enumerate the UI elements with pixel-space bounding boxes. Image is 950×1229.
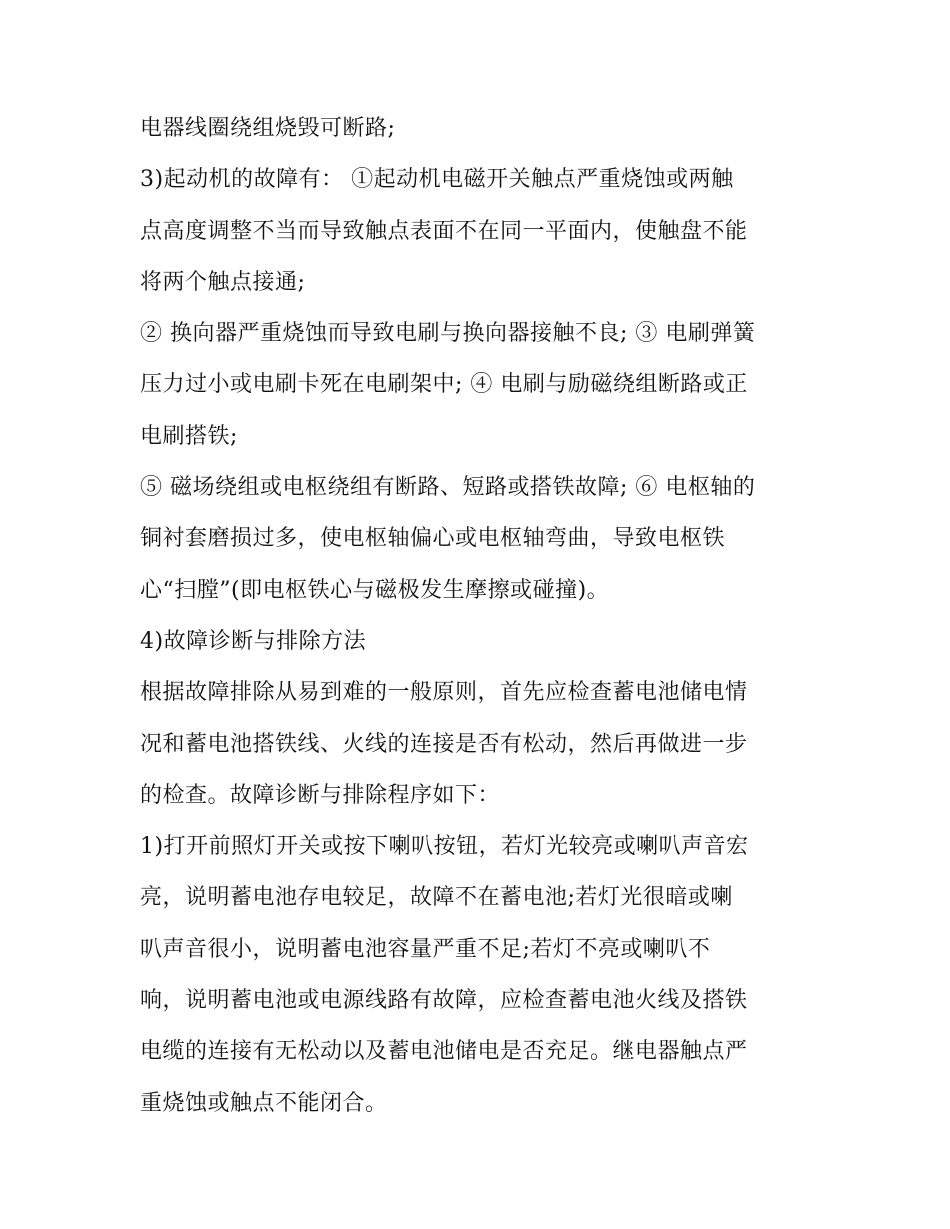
text-line: 将两个触点接通; [140,269,306,295]
text-line: 点高度调整不当而导致触点表面不在同一平面内，使触盘不能 [140,218,748,244]
text-line: 3)起动机的故障有： ①起动机电磁开关触点严重烧蚀或两触 [140,167,734,193]
text-line: 铜衬套磨损过多，使电枢轴偏心或电枢轴弯曲，导致电枢铁 [140,526,726,552]
text-line: 电刷搭铁; [140,423,238,449]
text-line: 亮，说明蓄电池存电较足，故障不在蓄电池;若灯光很暗或喇 [140,885,733,911]
text-line: 心“扫膛”(即电枢铁心与磁极发生摩擦或碰撞)。 [140,577,610,603]
text-line: 的检查。故障诊断与排除程序如下： [140,782,501,808]
text-line: 叭声音很小，说明蓄电池容量严重不足;若灯不亮或喇叭不 [140,936,711,962]
text-line: 电器线圈绕组烧毁可断路; [140,116,396,141]
text-line: ② 换向器严重烧蚀而导致电刷与换向器接触不良; ③ 电刷弹簧 [140,321,756,347]
section-heading: 4)故障诊断与排除方法 [140,628,367,654]
text-line: 况和蓄电池搭铁线、火线的连接是否有松动，然后再做进一步 [140,731,748,757]
text-line: 重烧蚀或触点不能闭合。 [140,1090,388,1116]
text-line: 响，说明蓄电池或电源线路有故障，应检查蓄电池火线及搭铁 [140,988,748,1014]
text-line: ⑤ 磁场绕组或电枢绕组有断路、短路或搭铁故障; ⑥ 电枢轴的 [140,475,756,501]
document-body [140,103,820,1129]
text-line: 电缆的连接有无松动以及蓄电池储电是否充足。继电器触点严 [140,1039,748,1065]
text-line: 1)打开前照灯开关或按下喇叭按钮，若灯光较亮或喇叭声音宏 [140,834,749,860]
text-line: 压力过小或电刷卡死在电刷架中; ④ 电刷与励磁绕组断路或正 [140,372,748,398]
text-line: 根据故障排除从易到难的一般原则，首先应检查蓄电池储电情 [140,680,748,706]
